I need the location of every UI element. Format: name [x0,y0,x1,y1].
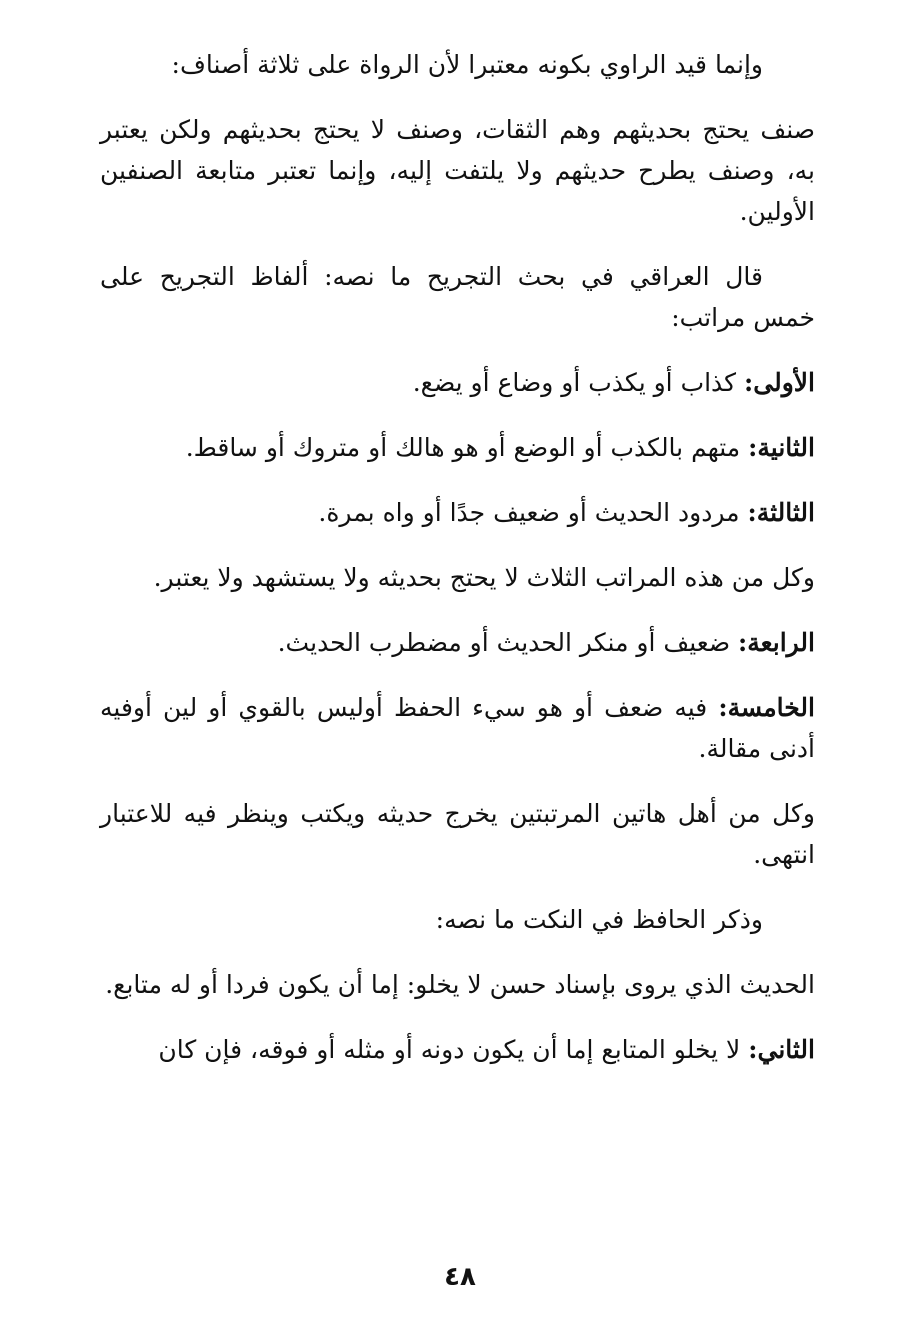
paragraph-three-kinds-of-narrators [100,44,815,85]
paragraph-rank-second [100,427,815,468]
paragraph-text: مردود الحديث أو ضعيف جدًا أو واه بمرة. [318,498,748,527]
rank-label: الخامسة: [718,693,815,722]
paragraph-text: وكل من هذه المراتب الثلاث لا يحتج بحديثه ولا يستشهد ولا يعتبر. [153,563,815,592]
paragraph-text: ضعيف أو منكر الحديث أو مضطرب الحديث. [277,628,739,657]
page-body-text [100,44,815,1094]
paragraph-last-two-ranks-note [100,793,815,875]
paragraph-rank-fourth [100,622,815,663]
rank-label: الأولى: [744,368,815,397]
paragraph-rank-first [100,362,815,403]
paragraph-text: كذاب أو يكذب أو وضاع أو يضع. [412,368,745,397]
paragraph-text: لا يخلو المتابع إما أن يكون دونه أو مثله أو فوقه، فإن كان [158,1035,749,1064]
paragraph-text: الحديث الذي يروى بإسناد حسن لا يخلو: إما أن يكون فردا أو له متابع. [105,970,815,999]
paragraph-iraqi-quote [100,256,815,338]
paragraph-text: فيه ضعف أو هو سيء الحفظ أوليس بالقوي أو لين أوفيه أدنى مقالة. [100,693,815,763]
page-number: ٤٨ [444,1262,476,1292]
paragraph-narrator-categories [100,109,815,232]
paragraph-text: قال العراقي في بحث التجريح ما نصه: ألفاظ التجريح على خمس مراتب: [100,262,815,332]
rank-label: الثانية: [748,433,815,462]
paragraph-first-three-ranks-note [100,557,815,598]
paragraph-text: متهم بالكذب أو الوضع أو هو هالك أو متروك أو ساقط. [185,433,749,462]
paragraph-text: صنف يحتج بحديثهم وهم الثقات، وصنف لا يحتج بحديثهم ولكن يعتبر به، وصنف يطرح حديثهم ولا يلتفت إليه، وإنما تعتبر متابعة الصنفين الأولين. [100,115,815,226]
rank-label: الرابعة: [738,628,815,657]
rank-label: الثالثة: [747,498,815,527]
case-label: الثاني: [748,1035,815,1064]
paragraph-text: وكل من أهل هاتين المرتبتين يخرج حديثه ويكتب وينظر فيه للاعتبار انتهى. [100,799,815,869]
paragraph-hafiz-nukat [100,899,815,940]
paragraph-rank-third [100,492,815,533]
paragraph-rank-fifth [100,687,815,769]
paragraph-text: وذكر الحافظ في النكت ما نصه: [435,905,763,934]
paragraph-second-case [100,1029,815,1070]
paragraph-text: وإنما قيد الراوي بكونه معتبرا لأن الرواة على ثلاثة أصناف: [171,50,763,79]
paragraph-hasan-hadith [100,964,815,1005]
